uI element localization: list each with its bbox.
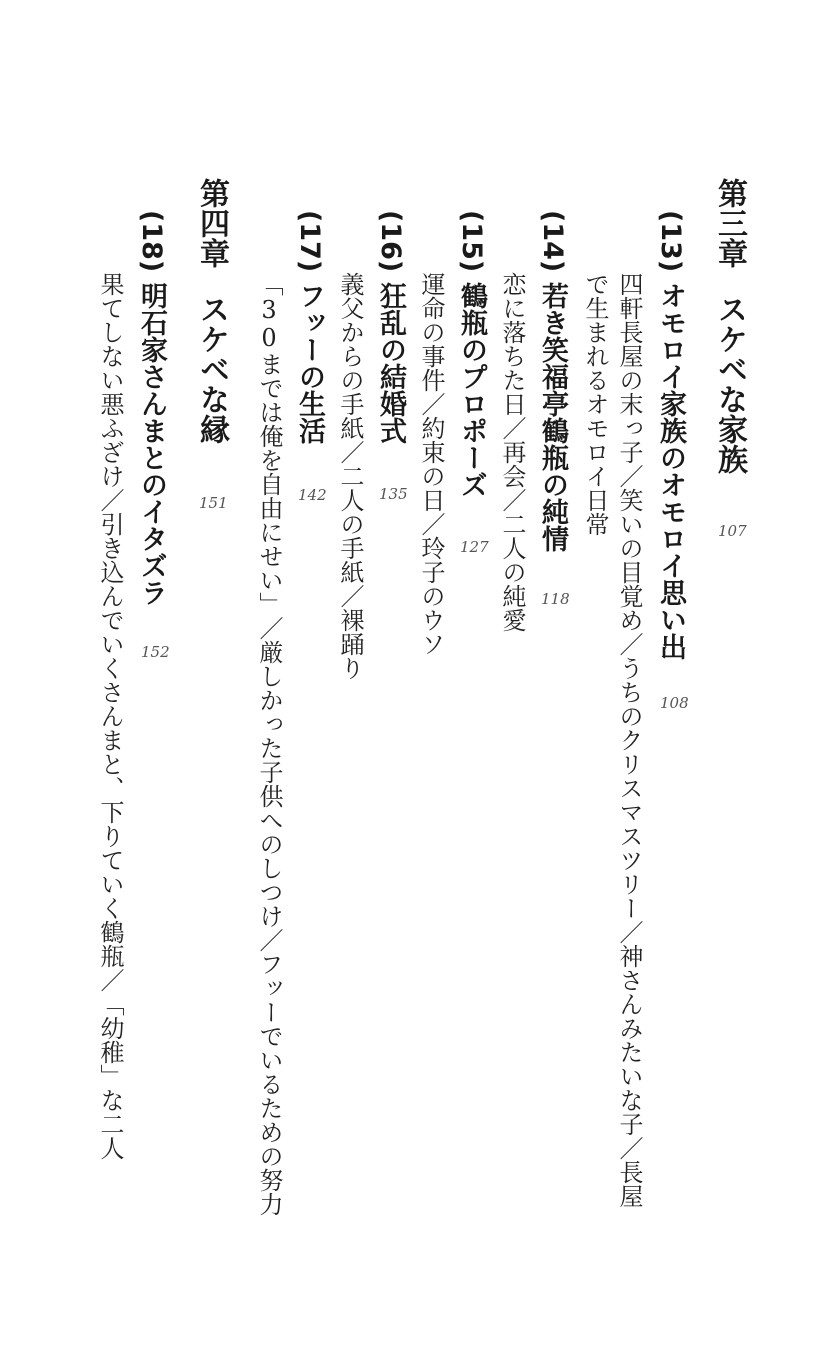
section-17-description: 「30までは俺を自由にせい」／厳しかった子供へのしつけ／フッーでいるための努力 <box>255 272 283 1216</box>
section-18-title: 明石家さんまとのイタズラ <box>136 282 167 607</box>
section-15-title: 鶴瓶のプロポーズ <box>456 282 487 499</box>
section-14-heading <box>539 210 566 552</box>
section-13-title: オモロイ家族のオモロイ思い出 <box>655 282 686 661</box>
chapter-3-page: 107 <box>718 522 747 540</box>
chapter-3-label: 第三章 <box>712 178 747 268</box>
chapter-4-label: 第四章 <box>194 178 229 268</box>
section-13-heading <box>657 210 684 660</box>
section-18-description: 果てしない悪ふざけ／引き込んでいくさんまと、下りていく鶴瓶／「幼稚」な二人 <box>96 272 124 1160</box>
section-14-number: (14) <box>537 210 568 273</box>
section-13-page: 108 <box>660 694 689 712</box>
section-13-description-line-2: で生まれるオモロイ日常 <box>581 272 609 536</box>
section-17-number: (17) <box>294 210 325 273</box>
section-14-page: 118 <box>541 590 570 608</box>
section-13-description-line-1: 四軒長屋の末っ子／笑いの目覚め／うちのクリスマスツリー／神さんみたいな子／長屋 <box>615 272 643 1208</box>
section-16-title: 狂乱の結婚式 <box>375 282 406 445</box>
chapter-4-page: 151 <box>199 494 228 512</box>
chapter-4-title: スケベな縁 <box>194 294 229 444</box>
section-14-description: 恋に落ちた日／再会／二人の純愛 <box>498 272 526 632</box>
section-18-page: 152 <box>141 643 170 661</box>
section-13-number: (13) <box>655 210 686 273</box>
chapter-3-heading <box>712 178 747 474</box>
chapter-4-heading <box>194 178 229 444</box>
section-15-description: 運命の事件／約束の日／玲子のウソ <box>417 272 445 656</box>
section-16-number: (16) <box>375 210 406 273</box>
section-16-heading <box>377 210 404 444</box>
section-16-description: 義父からの手紙／二人の手紙／裸踊り <box>336 272 364 680</box>
section-17-heading <box>296 210 323 444</box>
section-18-heading <box>138 210 165 606</box>
section-17-title: フッーの生活 <box>294 282 325 445</box>
section-16-page: 135 <box>379 485 408 503</box>
chapter-3-title: スケベな家族 <box>712 294 747 474</box>
section-15-number: (15) <box>456 210 487 273</box>
section-14-title: 若き笑福亭鶴瓶の純情 <box>537 282 568 553</box>
section-15-page: 127 <box>460 538 489 556</box>
section-17-page: 142 <box>298 486 327 504</box>
section-15-heading <box>458 210 485 498</box>
section-18-number: (18) <box>136 210 167 273</box>
